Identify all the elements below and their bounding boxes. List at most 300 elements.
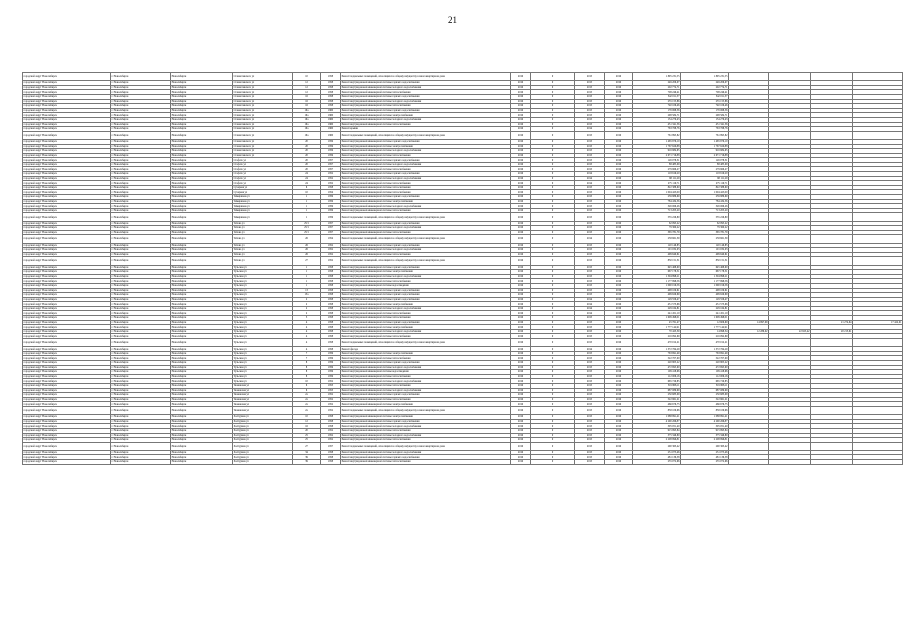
cell-plan-year: 2016: [511, 279, 531, 284]
cell-work-type: Ремонт внутридомовой инженерной системы горячего водоснабжения: [341, 195, 511, 200]
cell-plan-year: 2016: [511, 288, 531, 293]
cell-municipality: городской округ Новосибирск: [23, 347, 111, 352]
cell-settlement: г. Новосибирск: [111, 297, 171, 302]
cell-value-col: 0: [531, 351, 575, 356]
cell-work-type: Ремонт внутридомовой инженерной системы теплоснабжения: [341, 279, 511, 284]
cell-end-year: 2016: [605, 365, 633, 370]
cell-value-col: 0: [531, 213, 575, 221]
cell-start-year: 2015: [575, 190, 605, 195]
cell-municipality: городской округ Новосибирск: [23, 181, 111, 186]
cell-value-col: 0: [531, 329, 575, 334]
cell-city: Новосибирск: [171, 167, 233, 172]
cell-build-year: 1959: [321, 139, 341, 144]
cell-end-year: 2016: [605, 393, 633, 398]
cell-value-col: 0: [531, 415, 575, 420]
cell-cost-col-1: 499 629,69: [681, 293, 729, 298]
cell-work-type: Ремонт внутридомовой инженерной системы теплоснабжения: [341, 153, 511, 158]
cell-municipality: городской округ Новосибирск: [23, 108, 111, 113]
cell-value-col: 0: [531, 153, 575, 158]
cell-cost-col-1: 667 178,51: [681, 270, 729, 275]
cell-total-cost: 708 249,41: [633, 90, 681, 95]
cell-municipality: городской округ Новосибирск: [23, 438, 111, 443]
cell-street: Тульская ул: [233, 270, 293, 275]
cell-municipality: городской округ Новосибирск: [23, 127, 111, 132]
cell-total-cost: 522 961,21: [633, 397, 681, 402]
cell-street: Халтурина ул: [233, 438, 293, 443]
cell-cost-col-1: 176 068,56: [681, 108, 729, 113]
cell-work-type: Ремонт внутридомовой инженерной системы теплоснабжения: [341, 167, 511, 172]
cell-city: Новосибирск: [171, 306, 233, 311]
cell-municipality: городской округ Новосибирск: [23, 199, 111, 204]
cell-total-cost: 822 388,60: [633, 185, 681, 190]
cell-settlement: г. Новосибирск: [111, 73, 171, 81]
cell-house-number: 4: [293, 320, 321, 325]
cell-house-number: 12: [293, 90, 321, 95]
table-row: [23, 460, 903, 465]
cell-build-year: 1958: [321, 311, 341, 316]
cell-house-number: 10: [293, 379, 321, 384]
cell-value-col: 0: [531, 113, 575, 118]
cell-work-type: Ремонт внутридомовой инженерной системы теплоснабжения: [341, 185, 511, 190]
cell-house-number: 34: [293, 450, 321, 455]
cell-settlement: г. Новосибирск: [111, 455, 171, 460]
cell-value-col: 0: [531, 383, 575, 388]
cell-start-year: 2015: [575, 252, 605, 257]
cell-total-cost: 1 304 898,21: [633, 274, 681, 279]
cell-cost-col-2: [729, 442, 769, 450]
cell-total-cost: 109 418,96: [633, 370, 681, 375]
cell-plan-year: 2016: [511, 320, 531, 325]
cell-settlement: г. Новосибирск: [111, 85, 171, 90]
cell-end-year: 2016: [605, 127, 633, 132]
cell-build-year: 1959: [321, 149, 341, 154]
cell-cost-col-5: [853, 73, 903, 81]
cell-start-year: 2014: [575, 176, 605, 181]
cell-start-year: 2015: [575, 351, 605, 356]
cell-value-col: 0: [531, 131, 575, 139]
cell-cost-col-3: [769, 235, 811, 243]
cell-house-number: 16: [293, 424, 321, 429]
cell-total-cost: 118 919,20: [633, 172, 681, 177]
cell-city: Новосибирск: [171, 230, 233, 235]
cell-value-col: 0: [531, 311, 575, 316]
cell-start-year: 2015: [575, 383, 605, 388]
cell-settlement: г. Новосибирск: [111, 144, 171, 149]
cell-start-year: 2014: [575, 127, 605, 132]
cell-municipality: городской округ Новосибирск: [23, 374, 111, 379]
cell-cost-col-1: 1 304 898,21: [681, 274, 729, 279]
cell-end-year: 2016: [605, 204, 633, 209]
cell-end-year: 2016: [605, 433, 633, 438]
cell-value-col: 0: [531, 85, 575, 90]
cell-street: Стофато ул: [233, 172, 293, 177]
cell-start-year: 2015: [575, 433, 605, 438]
cell-plan-year: 2016: [511, 117, 531, 122]
cell-settlement: г. Новосибирск: [111, 283, 171, 288]
cell-house-number: 4: [293, 339, 321, 347]
cell-plan-year: 2016: [511, 334, 531, 339]
cell-city: Новосибирск: [171, 243, 233, 248]
cell-municipality: городской округ Новосибирск: [23, 397, 111, 402]
cell-build-year: 1958: [321, 455, 341, 460]
cell-city: Новосибирск: [171, 297, 233, 302]
cell-build-year: 1957: [321, 221, 341, 226]
cell-street: Станиславского ул: [233, 81, 293, 86]
cell-build-year: 1959: [321, 144, 341, 149]
cell-municipality: городской округ Новосибирск: [23, 221, 111, 226]
cell-build-year: 1952: [321, 176, 341, 181]
cell-street: Тульская ул: [233, 279, 293, 284]
cell-build-year: 1958: [321, 415, 341, 420]
cell-cost-col-1: 708 249,41: [681, 90, 729, 95]
cell-house-number: 2: [293, 311, 321, 316]
cell-work-type: Ремонт внутридомовой инженерной системы холодного водоснабжения: [341, 176, 511, 181]
cell-start-year: 2014: [575, 172, 605, 177]
cell-plan-year: 2016: [511, 374, 531, 379]
cell-street: Стофато ул: [233, 167, 293, 172]
cell-build-year: 1958: [321, 339, 341, 347]
cell-value-col: 0: [531, 265, 575, 270]
cell-street: Титова ул: [233, 252, 293, 257]
cell-settlement: г. Новосибирск: [111, 302, 171, 307]
cell-cost-col-1: 522 707,00: [681, 356, 729, 361]
cell-cost-col-1: 12 606,60: [681, 320, 729, 325]
cell-work-type: Ремонт внутридомовой инженерной системы теплоснабжения: [341, 181, 511, 186]
cell-start-year: 2015: [575, 393, 605, 398]
cell-house-number: 1: [293, 283, 321, 288]
cell-work-type: Ремонт внутридомовой инженерной системы горячего водоснабжения: [341, 297, 511, 302]
cell-build-year: 1958: [321, 85, 341, 90]
cell-settlement: г. Новосибирск: [111, 383, 171, 388]
cell-municipality: городской округ Новосибирск: [23, 419, 111, 424]
cell-work-type: Ремонт подвальных помещений, относящихся к общему имуществу в многоквартирном доме: [341, 339, 511, 347]
cell-settlement: г. Новосибирск: [111, 199, 171, 204]
cell-settlement: г. Новосибирск: [111, 388, 171, 393]
cell-cost-col-5: [853, 442, 903, 450]
cell-build-year: 1953: [321, 383, 341, 388]
cell-end-year: 2016: [605, 455, 633, 460]
cell-house-number: 24: [293, 172, 321, 177]
cell-start-year: 2015: [575, 113, 605, 118]
cell-start-year: 2015: [575, 167, 605, 172]
cell-municipality: городской округ Новосибирск: [23, 293, 111, 298]
cell-end-year: 2016: [605, 265, 633, 270]
cell-work-type: Ремонт внутридомовой инженерной системы горячего водоснабжения: [341, 243, 511, 248]
cell-end-year: 2016: [605, 144, 633, 149]
cell-cost-col-1: 255 155,86: [681, 99, 729, 104]
cell-city: Новосибирск: [171, 279, 233, 284]
cell-start-year: 2015: [575, 442, 605, 450]
cell-cost-col-1: 375 346,80: [681, 433, 729, 438]
cell-build-year: 1959: [321, 361, 341, 366]
cell-municipality: городской округ Новосибирск: [23, 158, 111, 163]
cell-street: Тульская ул: [233, 311, 293, 316]
cell-value-col: 0: [531, 339, 575, 347]
cell-plan-year: 2016: [511, 243, 531, 248]
cell-city: Новосибирск: [171, 235, 233, 243]
cell-value-col: 0: [531, 199, 575, 204]
cell-house-number: 24: [293, 176, 321, 181]
cell-street: Халтурина ул: [233, 442, 293, 450]
cell-street: Стофато ул: [233, 176, 293, 181]
cell-value-col: 0: [531, 288, 575, 293]
cell-settlement: г. Новосибирск: [111, 181, 171, 186]
cell-work-type: Ремонт подвальных помещений, относящихся к общему имуществу в многоквартирном доме: [341, 257, 511, 265]
cell-cost-col-1: 305 051,40: [681, 424, 729, 429]
cell-municipality: городской округ Новосибирск: [23, 320, 111, 325]
cell-cost-col-1: 451 341,56: [681, 122, 729, 127]
cell-work-type: Ремонт внутридомовой инженерной системы электроснабжения: [341, 113, 511, 118]
cell-house-number: 20: [293, 139, 321, 144]
cell-work-type: Ремонт внутридомовой инженерной системы теплоснабжения: [341, 334, 511, 339]
cell-settlement: г. Новосибирск: [111, 406, 171, 414]
cell-build-year: 1958: [321, 265, 341, 270]
cell-start-year: 2015: [575, 85, 605, 90]
cell-cost-col-4: [811, 235, 853, 243]
cell-cost-col-1: 858 109,96: [681, 406, 729, 414]
cell-plan-year: 2016: [511, 172, 531, 177]
cell-end-year: 2016: [605, 311, 633, 316]
cell-municipality: городской округ Новосибирск: [23, 365, 111, 370]
cell-cost-col-2: 14 997,09: [729, 320, 769, 325]
cell-end-year: 2016: [605, 283, 633, 288]
cell-cost-col-1: 499 640,61: [681, 252, 729, 257]
cell-build-year: 1952: [321, 428, 341, 433]
cell-total-cost: 763 691,49: [633, 351, 681, 356]
cell-street: Станиславского ул: [233, 144, 293, 149]
cell-settlement: г. Новосибирск: [111, 306, 171, 311]
cell-build-year: 1958: [321, 460, 341, 465]
cell-cost-col-2: [729, 213, 769, 221]
cell-value-col: 0: [531, 104, 575, 109]
cell-street: Тульская ул: [233, 374, 293, 379]
cell-city: Новосибирск: [171, 153, 233, 158]
cell-plan-year: 2016: [511, 153, 531, 158]
cell-street: Станиславского ул: [233, 94, 293, 99]
cell-total-cost: 62 095,22: [633, 221, 681, 226]
cell-end-year: 2016: [605, 356, 633, 361]
cell-work-type: Ремонт подвальных помещений, относящихся к общему имуществу в многоквартирном доме: [341, 406, 511, 414]
cell-end-year: 2016: [605, 450, 633, 455]
cell-municipality: городской округ Новосибирск: [23, 265, 111, 270]
cell-start-year: 2015: [575, 325, 605, 330]
cell-build-year: 1959: [321, 153, 341, 158]
cell-municipality: городской округ Новосибирск: [23, 370, 111, 375]
cell-house-number: 1: [293, 270, 321, 275]
cell-total-cost: 1 777 142,91: [633, 325, 681, 330]
cell-start-year: 2015: [575, 153, 605, 158]
cell-city: Новосибирск: [171, 402, 233, 407]
cell-total-cost: 298 584,71: [633, 113, 681, 118]
cell-total-cost: 466 676,75: [633, 402, 681, 407]
cell-total-cost: 250 683,09: [633, 393, 681, 398]
cell-plan-year: 2016: [511, 329, 531, 334]
cell-total-cost: 305 051,40: [633, 424, 681, 429]
cell-start-year: 2014: [575, 297, 605, 302]
cell-cost-col-1: 88 485,09: [681, 162, 729, 167]
cell-end-year: 2016: [605, 442, 633, 450]
cell-cost-col-4: [811, 406, 853, 414]
cell-build-year: 1958: [321, 279, 341, 284]
cell-total-cost: 1 004 425,00: [633, 190, 681, 195]
cell-end-year: 2016: [605, 131, 633, 139]
cell-settlement: г. Новосибирск: [111, 195, 171, 200]
cell-value-col: 0: [531, 162, 575, 167]
cell-cost-col-3: [769, 73, 811, 81]
cell-start-year: 2015: [575, 94, 605, 99]
cell-value-col: 0: [531, 108, 575, 113]
cell-settlement: г. Новосибирск: [111, 185, 171, 190]
cell-work-type: Ремонт подвальных помещений, относящихся к общему имуществу в многоквартирном доме: [341, 442, 511, 450]
cell-build-year: 1958: [321, 450, 341, 455]
cell-start-year: 2015: [575, 230, 605, 235]
cell-street: Тульская ул: [233, 339, 293, 347]
cell-end-year: 2016: [605, 213, 633, 221]
cell-cost-col-1: 365 781,79: [681, 230, 729, 235]
cell-total-cost: 129 556,47: [633, 297, 681, 302]
cell-end-year: 2016: [605, 402, 633, 407]
cell-municipality: городской округ Новосибирск: [23, 190, 111, 195]
cell-value-col: 0: [531, 297, 575, 302]
cell-city: Новосибирск: [171, 361, 233, 366]
cell-work-type: Ремонт внутридомовой инженерной системы горячего водоснабжения: [341, 455, 511, 460]
cell-total-cost: 154 279,43: [633, 117, 681, 122]
cell-end-year: 2016: [605, 419, 633, 424]
cell-build-year: 1960: [321, 122, 341, 127]
cell-work-type: Ремонт внутридомовой инженерной системы горячего водоснабжения: [341, 288, 511, 293]
cell-work-type: Ремонт внутридомовой инженерной системы холодного водоснабжения: [341, 204, 511, 209]
cell-cost-col-5: [853, 406, 903, 414]
cell-plan-year: 2016: [511, 190, 531, 195]
cell-build-year: 1958: [321, 297, 341, 302]
cell-plan-year: 2016: [511, 442, 531, 450]
cell-settlement: г. Новосибирск: [111, 117, 171, 122]
cell-plan-year: 2016: [511, 230, 531, 235]
cell-cost-col-1: 1 177 998,56: [681, 279, 729, 284]
cell-city: Новосибирск: [171, 406, 233, 414]
cell-city: Новосибирск: [171, 374, 233, 379]
cell-settlement: г. Новосибирск: [111, 424, 171, 429]
cell-total-cost: 251 075,46: [633, 450, 681, 455]
cell-end-year: 2016: [605, 334, 633, 339]
cell-build-year: 1959: [321, 356, 341, 361]
cell-plan-year: 2016: [511, 393, 531, 398]
cell-build-year: 1959: [321, 213, 341, 221]
cell-work-type: Ремонт внутридомовой инженерной системы теплоснабжения: [341, 311, 511, 316]
cell-end-year: 2016: [605, 438, 633, 443]
cell-total-cost: 665 729,85: [633, 379, 681, 384]
cell-city: Новосибирск: [171, 94, 233, 99]
cell-total-cost: 1 088 991,41: [633, 415, 681, 420]
cell-street: Титова ул: [233, 221, 293, 226]
cell-house-number: 16: [293, 94, 321, 99]
cell-build-year: 1959: [321, 374, 341, 379]
cell-total-cost: 1 767 620,88: [633, 144, 681, 149]
cell-city: Новосибирск: [171, 176, 233, 181]
cell-total-cost: 4 290 266,87: [633, 419, 681, 424]
cell-settlement: г. Новосибирск: [111, 243, 171, 248]
cell-cost-col-1: 713 203,20: [681, 208, 729, 213]
cell-work-type: Ремонт внутридомовой инженерной системы горячего водоснабжения: [341, 158, 511, 163]
cell-house-number: 13а: [293, 293, 321, 298]
cell-city: Новосибирск: [171, 99, 233, 104]
cell-start-year: 2015: [575, 415, 605, 420]
cell-street: Тульская ул: [233, 325, 293, 330]
cell-cost-col-1: 1 088 991,41: [681, 415, 729, 420]
cell-city: Новосибирск: [171, 85, 233, 90]
cell-build-year: 1958: [321, 90, 341, 95]
cell-city: Новосибирск: [171, 131, 233, 139]
table-row: [23, 442, 903, 450]
cell-city: Новосибирск: [171, 73, 233, 81]
cell-house-number: 20: [293, 144, 321, 149]
table-row: [23, 73, 903, 81]
cell-value-col: 0: [531, 379, 575, 384]
cell-house-number: 2а: [293, 406, 321, 414]
cell-settlement: г. Новосибирск: [111, 176, 171, 181]
cell-work-type: Ремонт подвальных помещений, относящихся к общему имуществу в многоквартирном доме: [341, 213, 511, 221]
cell-house-number: 12: [293, 81, 321, 86]
cell-end-year: 2016: [605, 397, 633, 402]
cell-settlement: г. Новосибирск: [111, 139, 171, 144]
cell-city: Новосибирск: [171, 158, 233, 163]
cell-city: Новосибирск: [171, 351, 233, 356]
cell-municipality: городской округ Новосибирск: [23, 176, 111, 181]
cell-cost-col-1: 259 886,69: [681, 195, 729, 200]
cell-settlement: г. Новосибирск: [111, 257, 171, 265]
cell-settlement: г. Новосибирск: [111, 265, 171, 270]
cell-house-number: 24: [293, 181, 321, 186]
cell-settlement: г. Новосибирск: [111, 270, 171, 275]
cell-build-year: 1958: [321, 283, 341, 288]
cell-start-year: 2015: [575, 283, 605, 288]
cell-settlement: г. Новосибирск: [111, 379, 171, 384]
cell-municipality: городской округ Новосибирск: [23, 185, 111, 190]
cell-municipality: городской округ Новосибирск: [23, 339, 111, 347]
cell-municipality: городской округ Новосибирск: [23, 379, 111, 384]
cell-municipality: городской округ Новосибирск: [23, 85, 111, 90]
cell-cost-col-1: 1 767 620,88: [681, 144, 729, 149]
cell-plan-year: 2016: [511, 402, 531, 407]
cell-settlement: г. Новосибирск: [111, 334, 171, 339]
cell-settlement: г. Новосибирск: [111, 204, 171, 209]
cell-cost-col-3: [769, 442, 811, 450]
cell-city: Новосибирск: [171, 144, 233, 149]
cell-start-year: 2014: [575, 311, 605, 316]
cell-municipality: городской округ Новосибирск: [23, 383, 111, 388]
cell-plan-year: 2016: [511, 195, 531, 200]
cell-start-year: 2015: [575, 73, 605, 81]
cell-end-year: 2016: [605, 230, 633, 235]
cell-house-number: 4: [293, 334, 321, 339]
cell-total-cost: 279 966,27: [633, 167, 681, 172]
cell-house-number: 16: [293, 99, 321, 104]
cell-cost-col-1: 522 961,21: [681, 397, 729, 402]
capital-repair-table: [22, 72, 902, 465]
cell-municipality: городской округ Новосибирск: [23, 167, 111, 172]
cell-city: Новосибирск: [171, 428, 233, 433]
cell-settlement: г. Новосибирск: [111, 347, 171, 352]
cell-house-number: 26: [293, 243, 321, 248]
cell-value-col: 0: [531, 221, 575, 226]
cell-work-type: Ремонт подвальных помещений, относящихся к общему имуществу в многоквартирном доме: [341, 131, 511, 139]
cell-total-cost: 241 451,10: [633, 311, 681, 316]
cell-street: Халтурина ул: [233, 450, 293, 455]
cell-work-type: Ремонт внутридомовой инженерной системы горячего водоснабжения: [341, 320, 511, 325]
cell-work-type: Ремонт внутридомовой инженерной системы теплоснабжения: [341, 122, 511, 127]
cell-city: Новосибирск: [171, 248, 233, 253]
cell-value-col: 0: [531, 81, 575, 86]
